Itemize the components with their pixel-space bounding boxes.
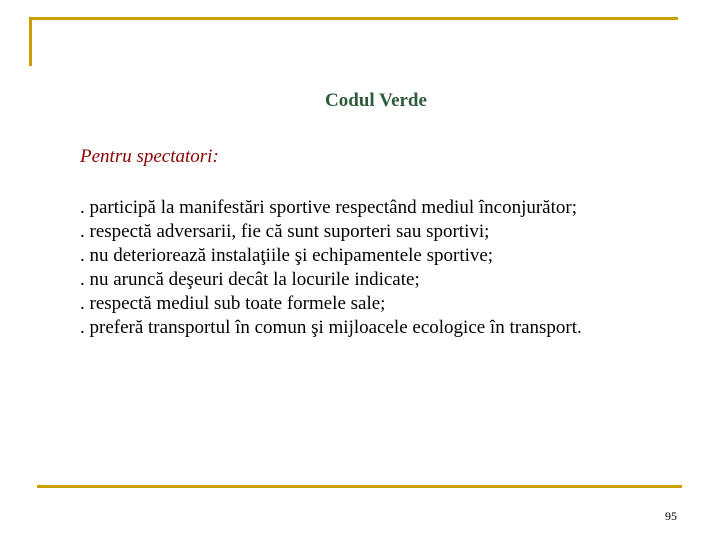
bottom-horizontal-rule [37, 485, 682, 488]
list-item: . nu aruncă deşeuri decât la locurile indicate; [80, 269, 420, 290]
list-item: . respectă adversarii, fie că sunt suporteri sau sportivi; [80, 221, 490, 242]
slide-subtitle: Pentru spectatori: [80, 146, 219, 167]
list-item: . respectă mediul sub toate formele sale; [80, 293, 386, 314]
list-item: . nu deteriorează instalaţiile şi echipamentele sportive; [80, 245, 494, 266]
rules-list [80, 196, 582, 340]
page-number: 95 [665, 509, 677, 523]
list-item: . participă la manifestări sportive respectând mediul înconjurător; [80, 197, 577, 218]
slide-title: Codul Verde [325, 90, 427, 111]
top-vertical-rule [29, 17, 32, 66]
top-horizontal-rule [29, 17, 678, 20]
list-item: . preferă transportul în comun şi mijloacele ecologice în transport. [80, 317, 582, 338]
